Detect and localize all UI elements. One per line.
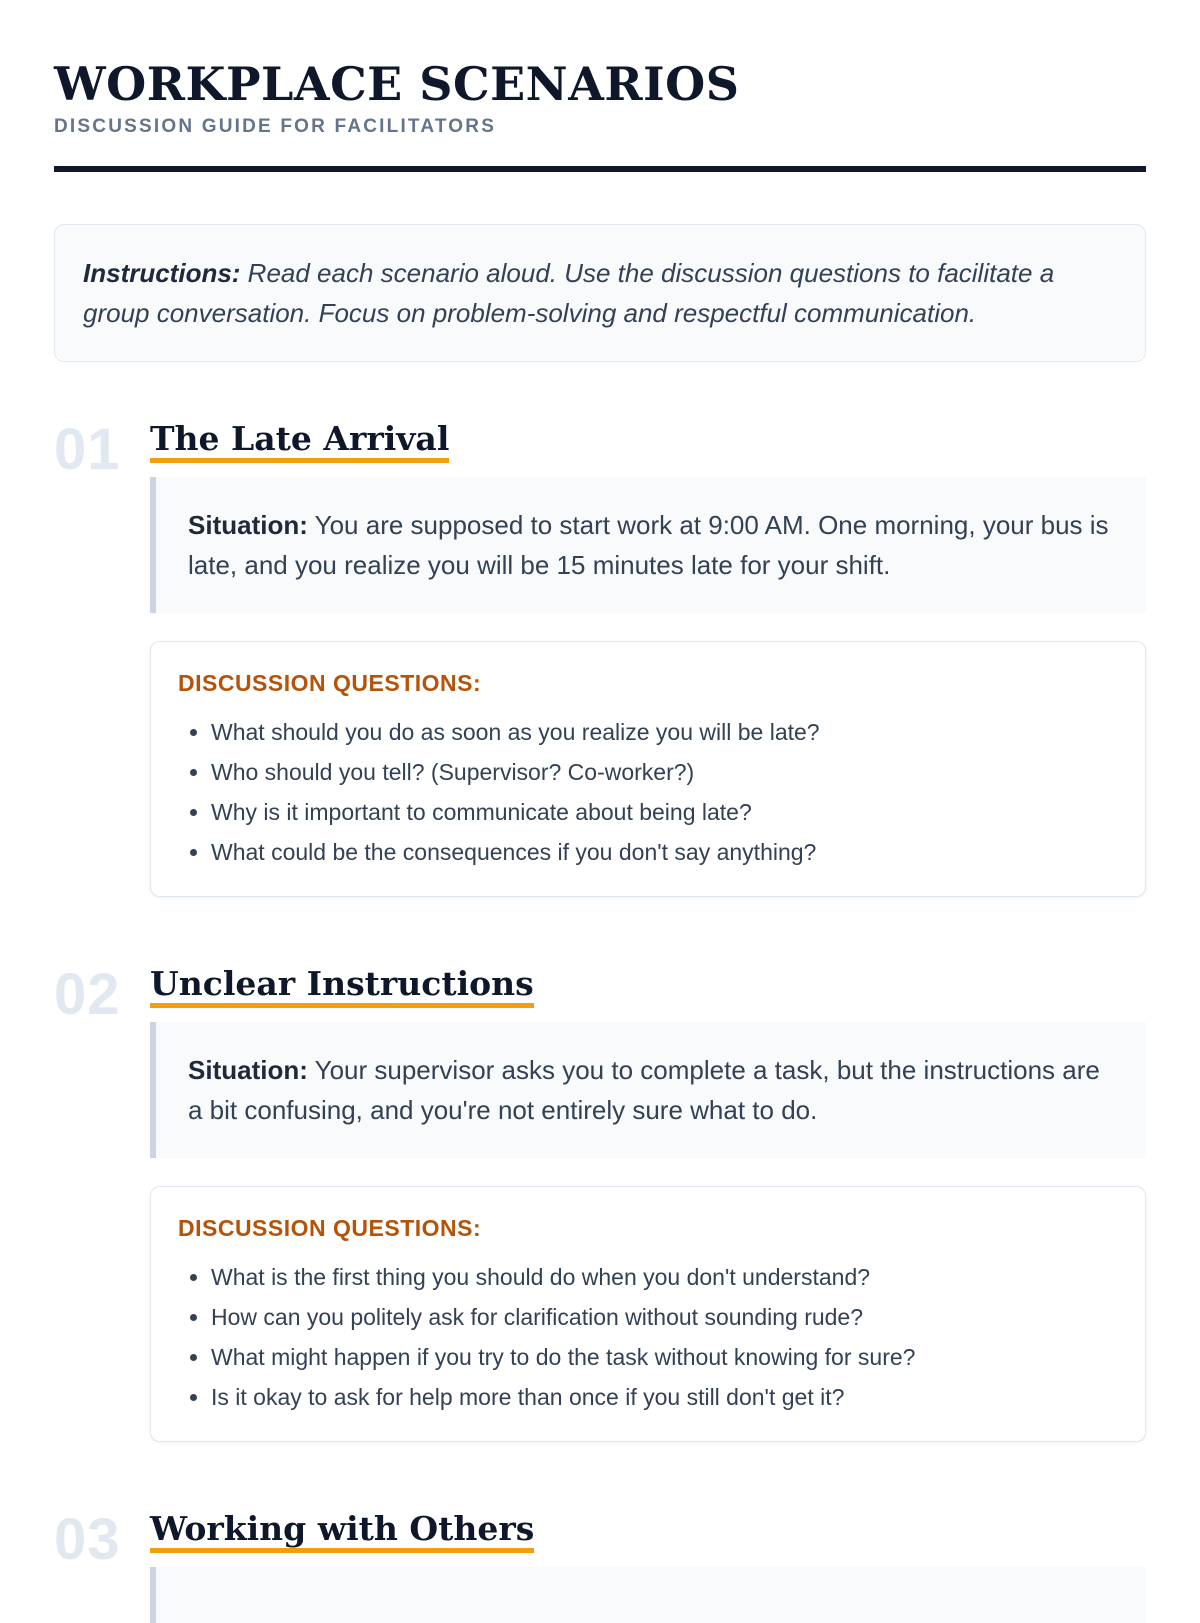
question-item: • What could be the consequences if you don't say anything? [211,832,1118,872]
scenario-title: The Late Arrival [150,420,449,463]
page-title: WORKPLACE SCENARIOS [54,57,740,111]
situation-box [150,1022,1146,1158]
question-item: • What is the first thing you should do when you don't understand? [211,1257,1118,1297]
question-item: • What might happen if you try to do the task without knowing for sure? [211,1337,1118,1377]
situation-box [150,1567,1146,1623]
scenario-01 [54,417,1146,897]
question-item: • Who should you tell? (Supervisor? Co-worker?) [211,752,1118,792]
discussion-questions-card [150,1186,1146,1442]
discussion-questions-heading: DISCUSSION QUESTIONS: [178,1215,482,1241]
discussion-questions-heading: DISCUSSION QUESTIONS: [178,670,482,696]
scenario-title: Working with Others [150,1510,534,1553]
question-item: • Is it okay to ask for help more than once if you still don't get it? [211,1377,1118,1417]
question-item: • Why is it important to communicate about being late? [211,792,1118,832]
scenario-03 [54,1507,1146,1623]
situation-box [150,477,1146,613]
scenario-title: Unclear Instructions [150,965,534,1008]
question-item: • What should you do as soon as you realize you will be late? [211,712,1118,752]
question-list [178,712,1118,872]
header [54,0,1146,172]
situation-text: Your supervisor asks you to complete a task, but the instructions are a bit confusing, and you're not entirely sure what to do. [188,1055,1100,1125]
question-item: • How can you politely ask for clarification without sounding rude? [211,1297,1118,1337]
instructions-label: Instructions: [83,258,241,288]
instructions-box [54,224,1146,362]
discussion-questions-card [150,641,1146,897]
situation-label: Situation: [188,510,308,540]
question-list [178,1257,1118,1417]
situation-label: Situation: [188,1055,308,1085]
instructions-text: Read each scenario aloud. Use the discussion questions to facilitate a group conversation. Focus on problem-solving and respectful communication. [83,258,1055,328]
scenario-number: 03 [54,1507,121,1572]
scenario-number: 02 [54,962,121,1027]
scenario-number: 01 [54,417,121,482]
situation-text: You are supposed to start work at 9:00 AM. One morning, your bus is late, and you realize you will be 15 minutes late for your shift. [188,510,1109,580]
page-subtitle: DISCUSSION GUIDE FOR FACILITATORS [54,116,497,137]
scenario-02 [54,962,1146,1442]
